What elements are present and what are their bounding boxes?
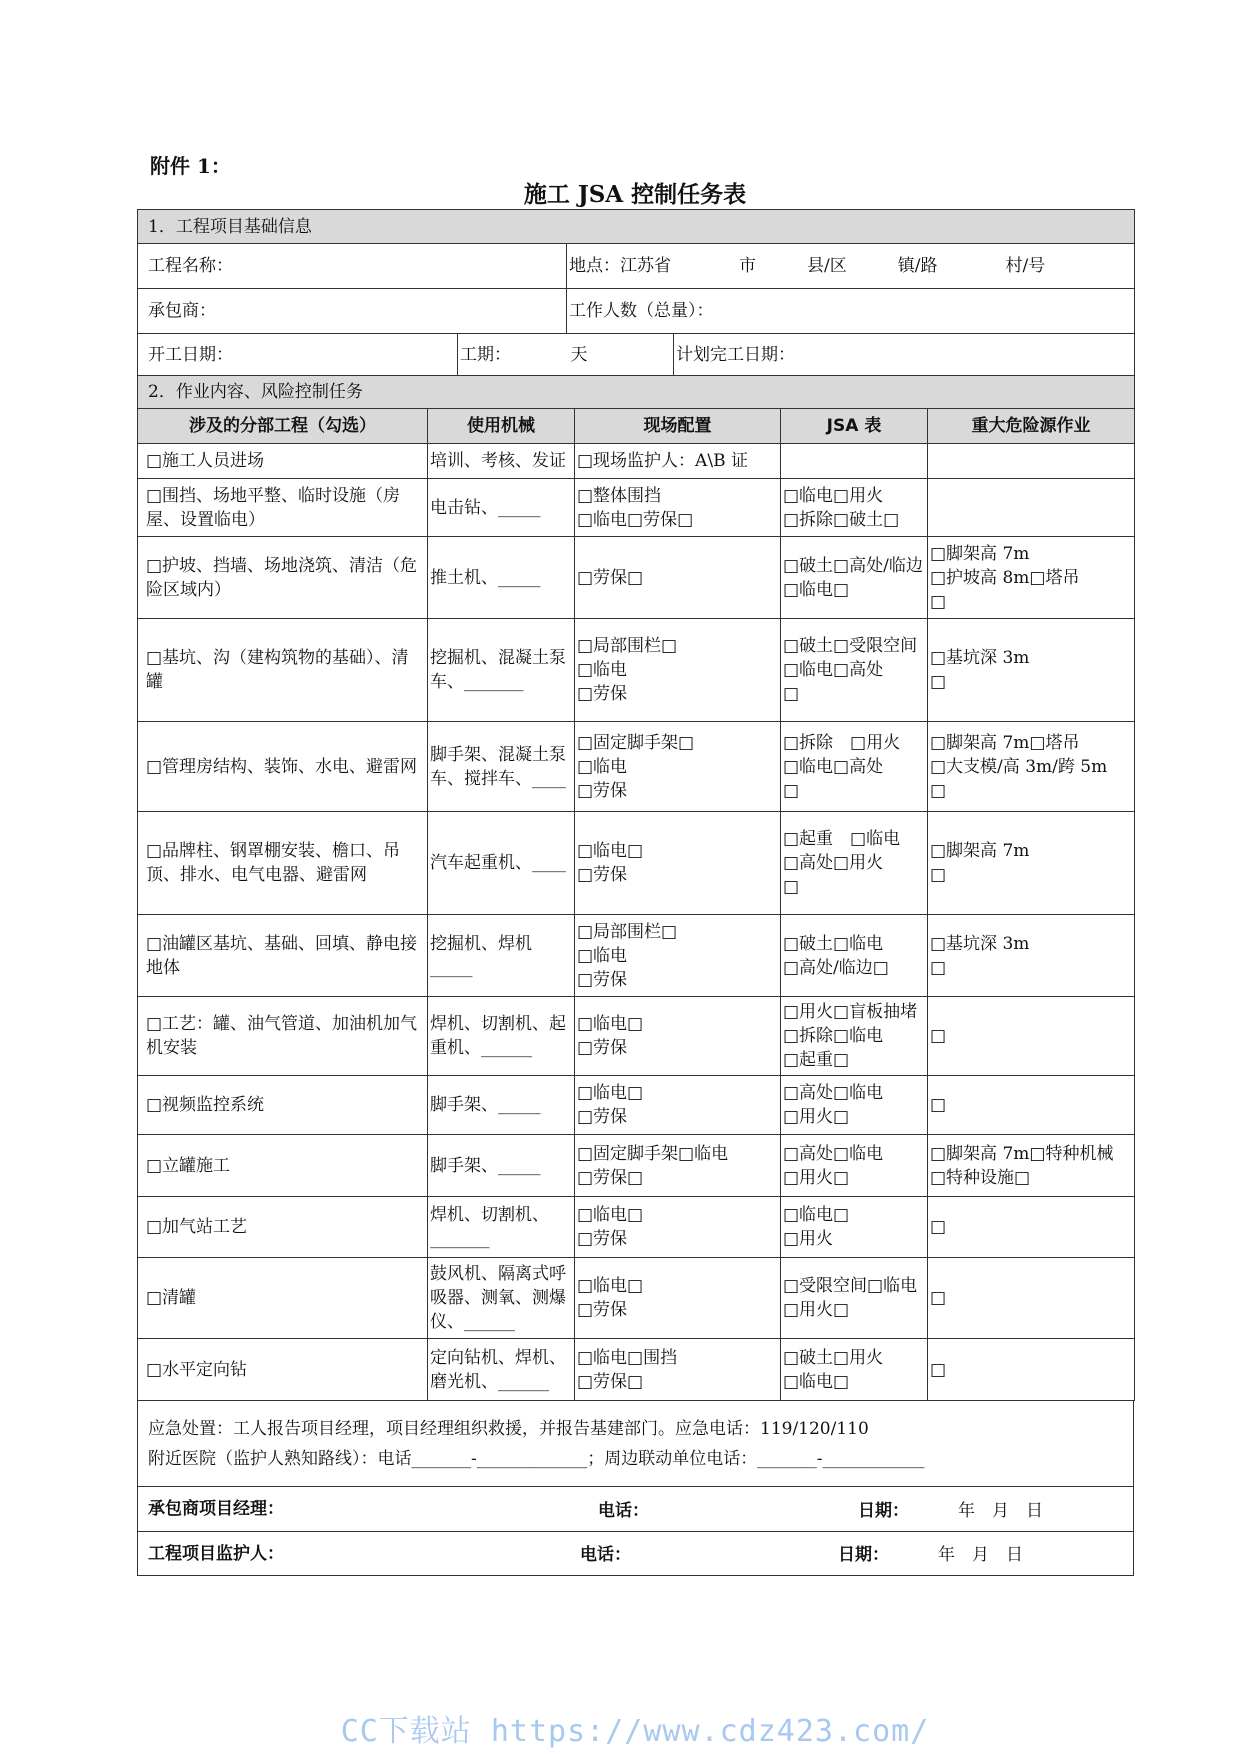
config-cell <box>575 722 781 812</box>
config-cell-option[interactable]: □劳保□ <box>577 1371 644 1392</box>
project-checkbox[interactable]: □工艺：罐、油气管道、加油机加气机安装 <box>138 997 428 1076</box>
project-checkbox[interactable]: □油罐区基坑、基础、回填、静电接地体 <box>138 915 428 997</box>
table-row <box>138 479 1135 537</box>
table-row <box>138 444 1135 479</box>
hazard-cell-option[interactable]: □护坡高 8m□塔吊 <box>930 567 1080 588</box>
table-row <box>138 619 1135 722</box>
header-config: 现场配置 <box>575 409 781 444</box>
project-name-field[interactable]: 工程名称： <box>138 244 567 289</box>
jsa-cell <box>781 1339 928 1401</box>
config-cell-option[interactable]: □临电□ <box>577 1205 644 1225</box>
jsa-cell <box>781 812 928 915</box>
config-cell-option[interactable]: □临电 <box>577 660 628 680</box>
jsa-cell-option[interactable]: □临电□ <box>783 1371 850 1392</box>
config-cell-option[interactable]: □局部围栏□ <box>577 921 678 942</box>
config-cell-option[interactable]: □劳保 <box>577 1107 628 1127</box>
hazard-cell-option[interactable]: □ <box>930 1288 947 1308</box>
machine-cell: 汽车起重机、____ <box>428 812 575 915</box>
jsa-cell-option[interactable]: □临电□ <box>783 579 850 600</box>
config-cell <box>575 619 781 722</box>
location-field[interactable]: 地点：江苏省 市 县/区 镇/路 村/号 <box>567 244 1135 289</box>
jsa-cell-option[interactable]: □用火 <box>783 1229 834 1249</box>
hazard-cell-option[interactable]: □特种设施□ <box>930 1167 1031 1188</box>
contractor-manager-label: 承包商项目经理： <box>148 1499 284 1519</box>
contractor-field[interactable]: 承包商： <box>138 289 567 334</box>
hazard-cell-option[interactable]: □脚架高 7m□特种机械 <box>930 1143 1114 1164</box>
jsa-cell-option[interactable]: □高处□用火 <box>783 853 884 873</box>
table-row <box>138 812 1135 915</box>
hazard-cell <box>928 1339 1135 1401</box>
hazard-cell-option[interactable]: □ <box>930 672 947 692</box>
hazard-cell-option[interactable]: □ <box>930 1217 947 1237</box>
duration-field[interactable]: 工期： 天 <box>458 334 674 376</box>
supervisor-phone-label[interactable]: 电话： <box>580 1545 631 1565</box>
contractor-phone-label[interactable]: 电话： <box>598 1501 649 1521</box>
jsa-cell <box>781 915 928 997</box>
config-cell-option[interactable]: □劳保□ <box>577 1167 644 1188</box>
jsa-cell-option[interactable]: □破土□临电 <box>783 933 884 954</box>
jsa-cell-option[interactable]: □用火□ <box>783 1300 850 1320</box>
planned-end-field[interactable]: 计划完工日期： <box>674 334 1135 376</box>
project-checkbox[interactable]: □围挡、场地平整、临时设施（房屋、设置临电） <box>138 479 428 537</box>
basic-info-table <box>137 209 1135 409</box>
hazard-cell <box>928 722 1135 812</box>
contractor-date-ymd: 年 月 日 <box>958 1501 1043 1521</box>
jsa-cell-option[interactable]: □ <box>783 780 800 801</box>
hazard-cell-option[interactable]: □脚架高 7m□塔吊 <box>930 732 1080 753</box>
jsa-cell <box>781 722 928 812</box>
project-checkbox[interactable]: □基坑、沟（建构筑物的基础）、清罐 <box>138 619 428 722</box>
hazard-cell <box>928 997 1135 1076</box>
supervisor-date-ymd: 年 月 日 <box>938 1545 1023 1565</box>
jsa-cell <box>781 1135 928 1197</box>
hazard-cell-option[interactable]: □ <box>930 780 947 801</box>
project-checkbox[interactable]: □清罐 <box>138 1258 428 1339</box>
footer-table <box>137 1400 1134 1576</box>
machine-cell: 焊机、切割机、起重机、______ <box>428 997 575 1076</box>
config-cell <box>575 1339 781 1401</box>
table-row <box>138 1135 1135 1197</box>
table-row <box>138 997 1135 1076</box>
section-tasks: 2．作业内容、风险控制任务 <box>138 376 1135 409</box>
hazard-cell <box>928 812 1135 915</box>
jsa-cell-option[interactable]: □用火□ <box>783 1167 850 1188</box>
machine-cell: 电击钻、_____ <box>428 479 575 537</box>
jsa-cell-option[interactable]: □临电□高处 <box>783 660 884 680</box>
config-cell <box>575 537 781 619</box>
jsa-cell-option[interactable]: □高处/临边□ <box>783 957 889 978</box>
jsa-cell-option[interactable]: □高处□临电 <box>783 1143 884 1164</box>
jsa-cell-option[interactable]: □用火□盲板抽堵 <box>783 1002 918 1022</box>
config-cell-option[interactable]: □整体围挡 <box>577 485 662 506</box>
jsa-cell <box>781 997 928 1076</box>
hazard-cell-option[interactable]: □大支模/高 3m/跨 5m <box>930 756 1108 777</box>
jsa-cell-option[interactable]: □ <box>783 684 800 704</box>
machine-cell: 培训、考核、发证 <box>428 444 575 479</box>
config-cell-option[interactable]: □固定脚手架□临电 <box>577 1143 729 1164</box>
config-cell <box>575 1076 781 1135</box>
jsa-cell <box>781 1258 928 1339</box>
hazard-cell <box>928 915 1135 997</box>
jsa-cell-option[interactable]: □破土□受限空间 <box>783 636 918 656</box>
jsa-cell-option[interactable]: □起重□ <box>783 1050 850 1070</box>
config-cell-option[interactable]: □临电□围挡 <box>577 1347 678 1368</box>
hazard-cell <box>928 1258 1135 1339</box>
config-cell <box>575 997 781 1076</box>
jsa-cell-option[interactable]: □破土□用火 <box>783 1347 884 1368</box>
jsa-cell-option[interactable]: □拆除□破土□ <box>783 509 900 530</box>
project-checkbox[interactable]: □施工人员进场 <box>138 444 428 479</box>
machine-cell: 挖掘机、焊机 _____ <box>428 915 575 997</box>
table-row <box>138 537 1135 619</box>
watermark-text: CC下载站 https://www.cdz423.com/ <box>340 1714 930 1749</box>
table-row <box>138 1339 1135 1401</box>
project-checkbox[interactable]: □水平定向钻 <box>138 1339 428 1401</box>
table-row <box>138 1076 1135 1135</box>
config-cell-option[interactable]: □劳保 <box>577 1038 628 1058</box>
config-cell <box>575 915 781 997</box>
table-row <box>138 1197 1135 1258</box>
header-jsa: JSA 表 <box>781 409 928 444</box>
header-hazard: 重大危险源作业 <box>928 409 1135 444</box>
section-basic-info: 1．工程项目基础信息 <box>138 210 1135 244</box>
workers-field[interactable]: 工作人数（总量）： <box>567 289 1135 334</box>
signature-row-supervisor <box>138 1532 1134 1576</box>
config-cell-option[interactable]: □劳保 <box>577 1300 628 1320</box>
config-cell-option[interactable]: □临电□ <box>577 1276 644 1296</box>
table-row <box>138 1258 1135 1339</box>
project-checkbox[interactable]: □立罐施工 <box>138 1135 428 1197</box>
machine-cell: 推土机、_____ <box>428 537 575 619</box>
jsa-cell-option[interactable]: □破土□高处/临边 <box>783 555 923 576</box>
hazard-cell <box>928 1076 1135 1135</box>
supervisor-date-label[interactable]: 日期： <box>838 1545 889 1565</box>
jsa-cell <box>781 479 928 537</box>
hazard-cell-option[interactable]: □脚架高 7m <box>930 841 1030 861</box>
jsa-cell <box>781 444 928 479</box>
jsa-cell <box>781 537 928 619</box>
config-cell <box>575 479 781 537</box>
hazard-cell-option[interactable]: □基坑深 3m <box>930 933 1030 954</box>
config-cell-option[interactable]: □临电□ <box>577 841 644 861</box>
machine-cell: 脚手架、_____ <box>428 1076 575 1135</box>
config-cell-option[interactable]: □局部围栏□ <box>577 636 678 656</box>
machine-cell: 焊机、切割机、 _______ <box>428 1197 575 1258</box>
jsa-cell-option[interactable]: □临电□ <box>783 1205 850 1225</box>
jsa-cell-option[interactable]: □用火□ <box>783 1107 850 1127</box>
hazard-cell-option[interactable]: □ <box>930 957 947 978</box>
hazard-cell <box>928 537 1135 619</box>
hazard-cell <box>928 479 1135 537</box>
config-cell-option[interactable]: □劳保□ <box>577 567 644 588</box>
signature-row-contractor <box>138 1487 1134 1532</box>
config-cell-option[interactable]: □固定脚手架□ <box>577 732 695 753</box>
hazard-cell-option[interactable]: □ <box>930 1026 947 1046</box>
hazard-cell-option[interactable]: □ <box>930 1095 947 1115</box>
config-cell <box>575 444 781 479</box>
machine-cell: 挖掘机、混凝土泵车、_______ <box>428 619 575 722</box>
supervisor-label: 工程项目监护人： <box>148 1543 284 1564</box>
config-cell-option[interactable]: □现场监护人：A\B 证 <box>577 451 748 471</box>
jsa-cell-option[interactable]: □起重 □临电 <box>783 829 901 849</box>
page-title: 施工 JSA 控制任务表 <box>523 181 747 208</box>
machine-cell: 脚手架、混凝土泵车、搅拌车、____ <box>428 722 575 812</box>
jsa-cell-option[interactable]: □ <box>783 877 800 897</box>
hospital-phone-line[interactable]: 附近医院（监护人熟知路线）：电话_______-_____________；周边联动单位电话：_______-____________ <box>148 1448 925 1469</box>
jsa-cell-option[interactable]: □拆除□临电 <box>783 1026 884 1046</box>
jsa-cell-option[interactable]: □拆除 □用火 <box>783 732 901 753</box>
hazard-cell-option[interactable]: □基坑深 3m <box>930 648 1030 668</box>
emergency-line-1: 应急处置：工人报告项目经理，项目经理组织救援，并报告基建部门。应急电话：119/120/110 <box>148 1418 869 1439</box>
jsa-cell <box>781 1076 928 1135</box>
config-cell <box>575 1258 781 1339</box>
project-checkbox[interactable]: □管理房结构、装饰、水电、避雷网 <box>138 722 428 812</box>
machine-cell: 脚手架、_____ <box>428 1135 575 1197</box>
project-checkbox[interactable]: □视频监控系统 <box>138 1076 428 1135</box>
machine-cell: 定向钻机、焊机、磨光机、______ <box>428 1339 575 1401</box>
project-checkbox[interactable]: □品牌柱、钢罩棚安装、檐口、吊顶、排水、电气电器、避雷网 <box>138 812 428 915</box>
hazard-cell <box>928 1135 1135 1197</box>
config-cell-option[interactable]: □劳保 <box>577 780 628 801</box>
machine-cell: 鼓风机、隔离式呼吸器、测氧、测爆仪、______ <box>428 1258 575 1339</box>
jsa-cell-option[interactable]: □高处□临电 <box>783 1083 884 1103</box>
config-cell-option[interactable]: □临电□ <box>577 1083 644 1103</box>
config-cell <box>575 1135 781 1197</box>
hazard-cell <box>928 1197 1135 1258</box>
table-row <box>138 722 1135 812</box>
hazard-cell <box>928 619 1135 722</box>
config-cell-option[interactable]: □临电 <box>577 756 628 777</box>
jsa-cell-option[interactable]: □临电□高处 <box>783 756 884 777</box>
hazard-cell-option[interactable]: □ <box>930 865 947 885</box>
config-cell-option[interactable]: □劳保 <box>577 684 628 704</box>
config-cell-option[interactable]: □临电□ <box>577 1014 644 1034</box>
emergency-block <box>138 1401 1134 1487</box>
start-date-field[interactable]: 开工日期： <box>138 334 458 376</box>
config-cell-option[interactable]: □劳保 <box>577 865 628 885</box>
hazard-cell-option[interactable]: □ <box>930 1359 947 1380</box>
config-cell-option[interactable]: □临电 <box>577 945 628 966</box>
project-checkbox[interactable]: □护坡、挡墙、场地浇筑、清洁（危险区域内） <box>138 537 428 619</box>
config-cell <box>575 1197 781 1258</box>
jsa-cell <box>781 1197 928 1258</box>
attachment-label: 附件 1： <box>150 154 231 178</box>
jsa-form <box>137 209 1134 1576</box>
jsa-cell-option[interactable]: □受限空间□临电 <box>783 1276 918 1296</box>
hazard-cell-option[interactable]: □ <box>930 591 947 612</box>
header-machine: 使用机械 <box>428 409 575 444</box>
config-cell-option[interactable]: □临电□劳保□ <box>577 509 694 530</box>
jsa-cell-option[interactable]: □临电□用火 <box>783 485 884 506</box>
hazard-cell <box>928 444 1135 479</box>
config-cell <box>575 812 781 915</box>
contractor-date-label[interactable]: 日期： <box>858 1501 909 1521</box>
task-table <box>137 408 1135 1401</box>
hazard-cell-option[interactable]: □脚架高 7m <box>930 543 1030 564</box>
table-row <box>138 915 1135 997</box>
header-project: 涉及的分部工程（勾选） <box>138 409 428 444</box>
project-checkbox[interactable]: □加气站工艺 <box>138 1197 428 1258</box>
jsa-cell <box>781 619 928 722</box>
config-cell-option[interactable]: □劳保 <box>577 1229 628 1249</box>
config-cell-option[interactable]: □劳保 <box>577 969 628 990</box>
